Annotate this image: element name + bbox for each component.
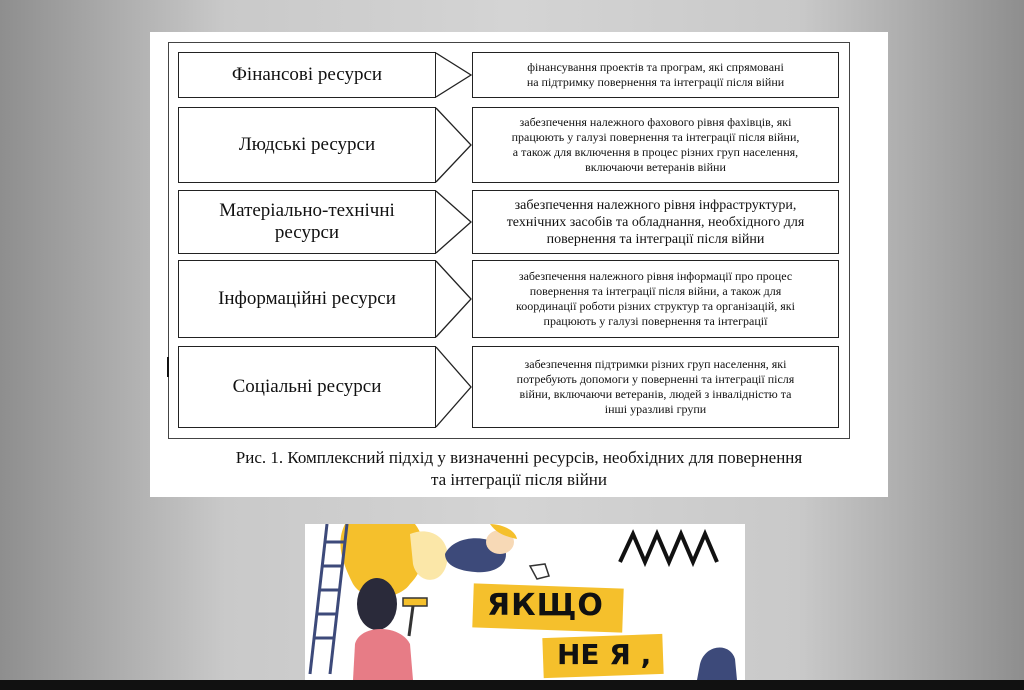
description-line: на підтримку повернення та інтеграції після війни (526, 75, 785, 89)
arrow-icon (436, 260, 472, 338)
description-line: повернення та інтеграції після війни (546, 231, 765, 247)
arrow-icon (436, 190, 472, 254)
description-line: включаючи ветеранів війни (585, 160, 726, 174)
poster-headline-line1: ЯКЩО (487, 588, 604, 623)
description-line: технічних засобів та обладнання, необхідного для (506, 214, 805, 230)
caption-line: Рис. 1. Комплексний підхід у визначенні ресурсів, необхідних для повернення (235, 448, 803, 467)
arrow-icon (436, 346, 472, 428)
arrow-icon (436, 107, 472, 183)
resource-box-human (178, 107, 436, 183)
description-line: координації роботи різних структур та організацій, які (516, 299, 795, 313)
description-box-financial (472, 52, 839, 98)
resource-box-information (178, 260, 436, 338)
description-line: фінансування проектів та програм, які спрямовані (527, 60, 784, 74)
resource-label-line: Людські ресурси (238, 134, 376, 155)
description-line: а також для включення в процес різних груп населення, (512, 145, 799, 159)
description-line: забезпечення належного рівня інфраструктури, (514, 197, 797, 213)
caption-line: та інтеграції після війни (430, 470, 607, 489)
text-cursor (167, 357, 169, 377)
description-box-information (472, 260, 839, 338)
resource-box-material-technical (178, 190, 436, 254)
description-box-human (472, 107, 839, 183)
description-box-social (472, 346, 839, 428)
resource-box-social (178, 346, 436, 428)
resource-label-line: Матеріально-технічні (219, 200, 395, 221)
description-line: працюють у галузі повернення та інтеграції (543, 314, 768, 328)
description-line: забезпечення належного рівня інформації про процес (518, 269, 793, 283)
description-line: війни, включаючи ветеранів, людей з інвалідністю та (519, 387, 792, 401)
resource-label-line: Соціальні ресурси (232, 376, 382, 397)
diagram-slide (150, 32, 888, 497)
figure-caption (160, 447, 878, 491)
resource-label-line: Фінансові ресурси (231, 64, 383, 85)
resource-label-line: ресурси (274, 222, 340, 243)
bottom-toolbar (0, 680, 1024, 690)
poster-headline-line2: НЕ Я , (557, 638, 652, 671)
resource-label-line: Інформаційні ресурси (218, 288, 396, 309)
arrow-icon (436, 52, 472, 98)
description-line: потребують допомоги у поверненні та інтеграції після (516, 372, 795, 386)
description-line: повернення та інтеграції після війни, а також для (529, 284, 782, 298)
description-box-material-technical (472, 190, 839, 254)
description-line: забезпечення належного фахового рівня фахівців, які (519, 115, 792, 129)
poster-illustration (305, 524, 745, 680)
description-line: працюють у галузі повернення та інтеграції після війни, (511, 130, 800, 144)
resource-box-financial (178, 52, 436, 98)
description-line: інші уразливі групи (604, 402, 707, 416)
description-line: забезпечення підтримки різних груп населення, які (524, 357, 787, 371)
